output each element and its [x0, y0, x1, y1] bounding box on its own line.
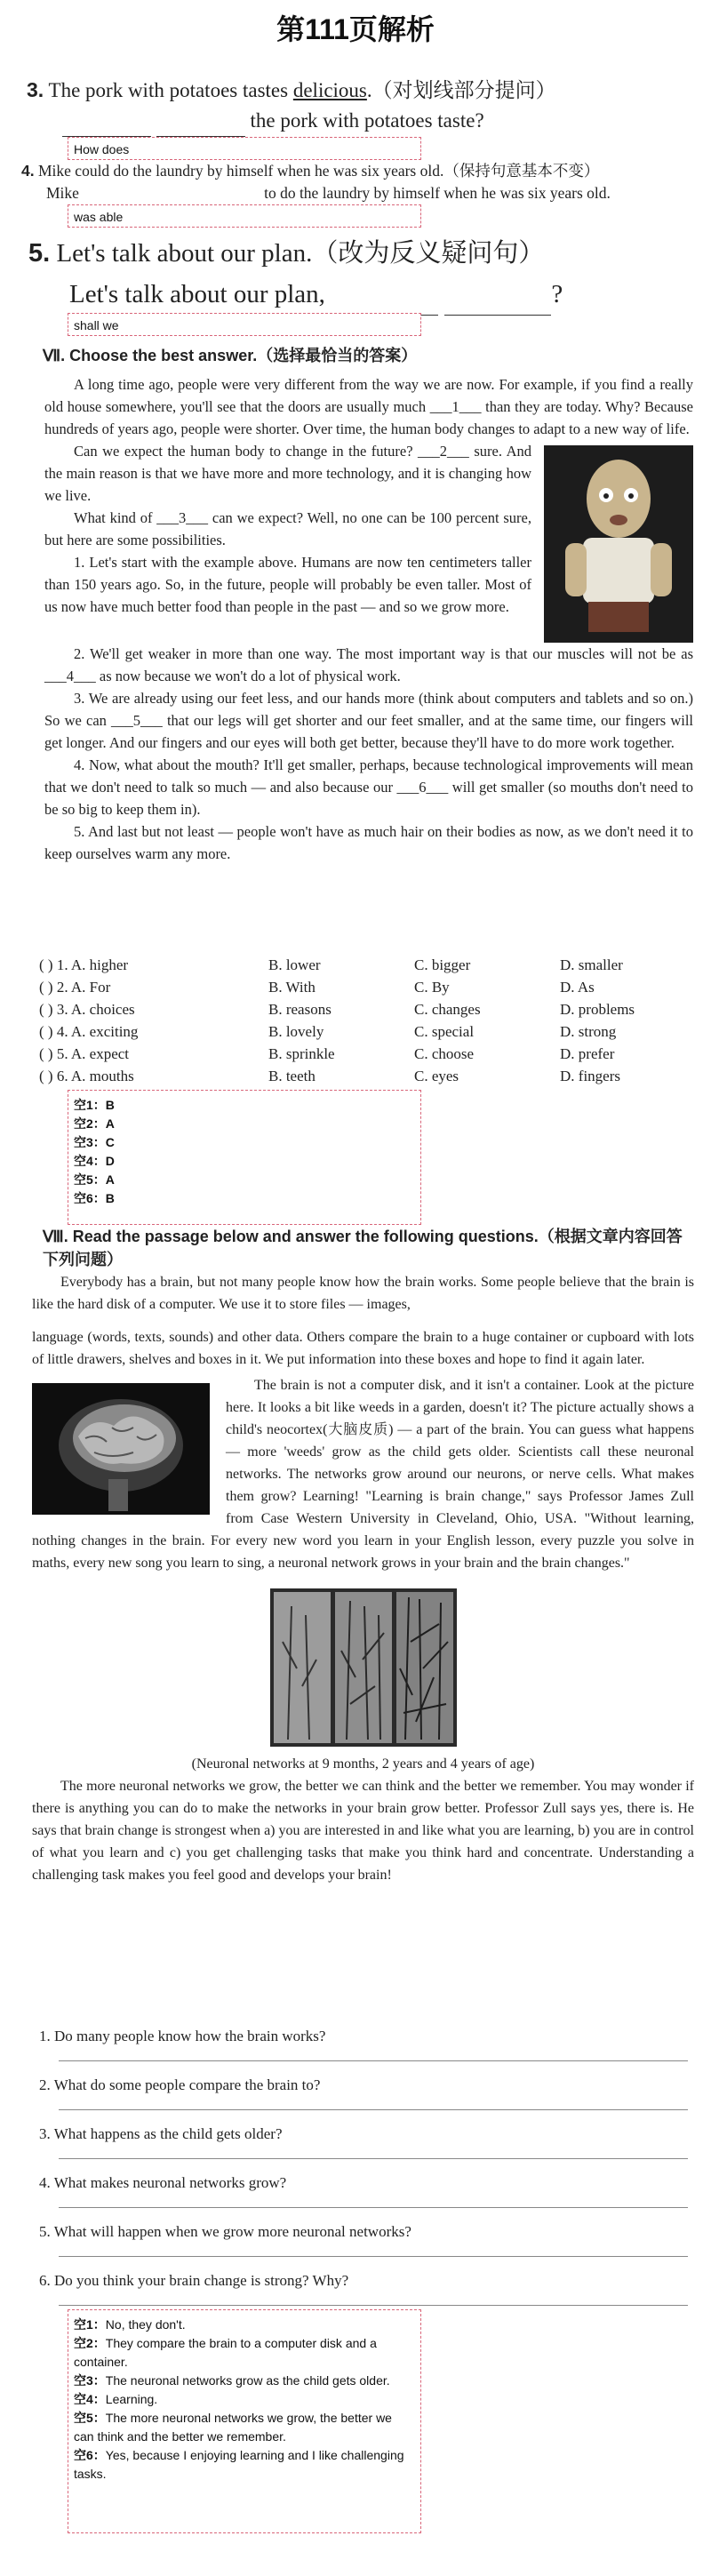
- passage-paragraph: 3. We are already using our feet less, and our hands more (think about computers and tablets and so on.) So we can ___5___ that our legs will get shorter and our feet smaller, and at the same time, our fingers will get longer. And our fingers and our eyes will both get better, because they'll have to do more work together.: [44, 690, 693, 751]
- passage-paragraph: 1. Let's start with the example above. Humans are now ten centimeters taller than 150 years ago. So, in the future, people will probably be even taller. Most of us now have much better food than people in the past — and so we grow more.: [44, 554, 531, 615]
- answer-box-q3: How does: [68, 137, 421, 160]
- answer-line: [59, 2206, 688, 2208]
- question: 5. What will happen when we grow more neuronal networks?: [39, 2223, 411, 2240]
- passage-paragraph: A long time ago, people were very different from the way we are now. For example, if you find a really old house somewhere, you'll see that the doors are usually much ___1___ than they are today. Why? Because hundreds of years ago, people were shorter. Over time, the human body changes to adapt to a new way of life.: [44, 376, 693, 437]
- option-row: ( ) 6. A. mouths B. teeth C. eyes D. fingers: [39, 1068, 620, 1084]
- passage-paragraph: 5. And last but not least — people won't have as much hair on their bodies as now, as we don't need it to keep ourselves warm any more.: [44, 823, 693, 862]
- question: 1. Do many people know how the brain works?: [39, 2028, 326, 2044]
- neuronal-networks-image: [270, 1588, 457, 1747]
- passage-paragraph: The more neuronal networks we grow, the better we can think and the better we remember. You may wonder if there is anything you can do to make the networks in your brain grow better. Professor Zull says yes, there is. He says that brain change is strongest when a) you are interested in and like what you are learning, b) you are in control of what you learn and c) you get challenging tasks that make you think hard and concentrate. Understanding a challenging task makes you feel good and develops your brain!: [32, 1779, 694, 1883]
- option-row: ( ) 3. A. choices B. reasons C. changes D. problems: [39, 1001, 635, 1018]
- question-3: 3. The pork with potatoes tastes delicious.（对划线部分提问） the pork with potatoes taste?: [27, 75, 702, 137]
- answer-box-q5: shall we: [68, 313, 421, 336]
- section-7-options: [39, 954, 688, 1087]
- question-5: 5. Let's talk about our plan.（改为反义疑问句） Let's talk about our plan, ?: [28, 233, 704, 316]
- passage-paragraph: 2. We'll get weaker in more than one way. The most important way is that our muscles will not be as ___4___ as now because we won't do a lot of physical work.: [44, 645, 693, 684]
- passage-paragraph: 4. Now, what about the mouth? It'll get smaller, perhaps, because technological improvements will mean that we don't need to talk so much — and also because our ___6___ will get smaller (so mouths don't need to be so big to keep them in).: [44, 756, 693, 818]
- option-row: ( ) 1. A. higher B. lower C. bigger D. smaller: [39, 956, 623, 973]
- question: 3. What happens as the child gets older?: [39, 2125, 283, 2142]
- bald-man-illustration: [544, 445, 693, 643]
- page-title: 第111页解析: [276, 13, 435, 45]
- passage-paragraph: The brain is not a computer disk, and it isn't a container. Look at the picture here. It looks a bit like weeds in a garden, doesn't it? The picture actually shows a child's neocortex(大脑皮质) — a part of the brain. You can guess what happens — more 'weeds' grow as the child gets older. Scientists call these neuronal networks. The networks grow around our neurons, or nerve cells. What makes them grow? Learning! "Learning is brain change," says Professor James Zull from Case Western University in Cleveland, Ohio, USA. "Without learning, nothing changes in the brain. For every new word you learn in your English lesson, every puzzle you solve in maths, every new song you learn to sing, a neuronal network grows in your brain and the brain changes.": [32, 1378, 694, 1571]
- answer-line: [59, 2255, 688, 2257]
- passage-paragraph: Everybody has a brain, but not many people know how the brain works. Some people believe that the brain is like the hard disk of a computer. We use it to store files — images,: [32, 1275, 694, 1312]
- answer-line: [59, 2157, 688, 2159]
- question: 4. What makes neuronal networks grow?: [39, 2174, 287, 2191]
- answer-line: [59, 2108, 688, 2110]
- answer-line: [59, 2060, 688, 2061]
- section-8-questions: [39, 2025, 688, 2318]
- answer-box-q4: was able: [68, 204, 421, 228]
- passage-paragraph: Can we expect the human body to change in the future? ___2___ sure. And the main reason is that we have more and more technology, and it is changing how we live.: [44, 443, 531, 504]
- passage-paragraph: What kind of ___3___ can we expect? Well, no one can be 100 percent sure, but here are some possibilities.: [44, 509, 531, 548]
- section-8-heading: Ⅷ. Read the passage below and answer the following questions.（根据文章内容回答下列问题）: [43, 1228, 683, 1268]
- brain-xray-image: [32, 1383, 210, 1515]
- section-7-passage: [44, 373, 693, 865]
- answer-line: [59, 2304, 688, 2306]
- option-row: ( ) 5. A. expect B. sprinkle C. choose D. prefer: [39, 1045, 615, 1062]
- question: 2. What do some people compare the brain to?: [39, 2076, 321, 2093]
- question: 6. Do you think your brain change is strong? Why?: [39, 2272, 349, 2289]
- option-row: ( ) 2. A. For B. With C. By D. As: [39, 979, 595, 996]
- image-caption: (Neuronal networks at 9 months, 2 years and 4 years of age): [191, 1756, 535, 1772]
- underlined-word: delicious: [292, 79, 367, 101]
- answer-box-section-7: 空1：B 空2：A 空3：C 空4：D 空5：A 空6：B: [68, 1090, 421, 1225]
- answer-box-section-8: 空1：No, they don't. 空2：They compare the brain to a computer disk and a container. 空3：The neuronal networks grow as the child gets older. 空4：Learning. 空5：The more neuronal networks we grow, the better we can think and the better we remember. 空6：Yes, because I enjoying learning and I like challenging tasks.: [68, 2309, 421, 2533]
- section-8-passage: [32, 1271, 694, 1886]
- option-row: ( ) 4. A. exciting B. lovely C. special D. strong: [39, 1023, 617, 1040]
- question-4: 4. Mike could do the laundry by himself when he was six years old.（保持句意基本不变） Mike to do the laundry by himself when he was six years old.: [21, 160, 706, 205]
- passage-paragraph: language (words, texts, sounds) and other data. Others compare the brain to a huge container or cupboard with lots of little drawers, shelves and boxes in it. We put information into these boxes and hope to find it again later.: [32, 1330, 694, 1367]
- section-7-heading: Ⅶ. Choose the best answer.（选择最恰当的答案）: [43, 347, 418, 364]
